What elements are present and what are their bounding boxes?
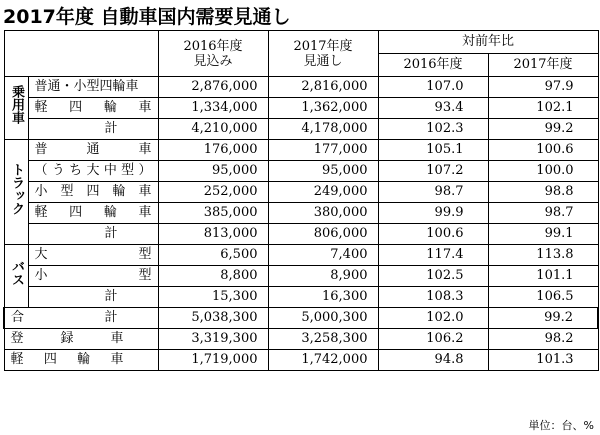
cell-2017: 177,000 [268,140,378,161]
row-label [4,308,158,329]
row-label: 軽四輪車 [4,350,158,371]
header-2016-estimate: 2016年度 見込み [158,31,268,77]
table-row [4,140,598,161]
cell-yoy-2016: 105.1 [378,140,488,161]
cell-2017: 380,000 [268,203,378,224]
row-label: 計 [28,224,158,245]
header-blank [4,31,158,77]
cell-yoy-2017: 97.9 [488,77,598,98]
table-row [4,245,598,266]
cell-yoy-2016: 107.2 [378,161,488,182]
cell-2016: 385,000 [158,203,268,224]
row-label: 普通車 [28,140,158,161]
cell-2017: 5,000,300 [268,308,378,329]
cell-yoy-2017: 102.1 [488,98,598,119]
header-yoy-2017: 2017年度 [488,54,598,77]
cell-yoy-2017: 113.8 [488,245,598,266]
cell-yoy-2016: 106.2 [378,329,488,350]
cell-2016: 95,000 [158,161,268,182]
cell-2016: 813,000 [158,224,268,245]
cell-2016: 15,300 [158,287,268,308]
row-label: 軽四輪車 [28,98,158,119]
cell-yoy-2016: 108.3 [378,287,488,308]
cell-yoy-2017: 98.2 [488,329,598,350]
cell-yoy-2017: 101.1 [488,266,598,287]
row-label: 小型 [28,266,158,287]
cell-yoy-2017: 98.8 [488,182,598,203]
cell-2017: 806,000 [268,224,378,245]
table-row [4,98,598,119]
table-row [4,182,598,203]
row-label: 登録車 [4,329,158,350]
cell-yoy-2017: 106.5 [488,287,598,308]
cell-2017: 4,178,000 [268,119,378,140]
cell-2017: 2,816,000 [268,77,378,98]
cell-2017: 8,900 [268,266,378,287]
row-label: 軽四輪車 [28,203,158,224]
table-row [4,119,598,140]
table-row [4,266,598,287]
total-label-b: 計 [104,310,118,325]
cell-2016: 252,000 [158,182,268,203]
cell-yoy-2017: 99.2 [488,308,598,329]
cell-2016: 3,319,300 [158,329,268,350]
cell-2016: 176,000 [158,140,268,161]
cell-2017: 7,400 [268,245,378,266]
row-label: （うち大中型） [28,161,158,182]
cell-yoy-2016: 94.8 [378,350,488,371]
row-label: 計 [28,119,158,140]
group-truck: トラック [4,140,28,245]
header-row-1 [4,31,598,54]
cell-yoy-2017: 99.1 [488,224,598,245]
table-row [4,224,598,245]
cell-2016: 5,038,300 [158,308,268,329]
page-title: 2017年度 自動車国内需要見通し [3,6,291,28]
unit-note: 単位：台、% [528,419,594,432]
cell-2016: 2,876,000 [158,77,268,98]
total-label-a: 合 [11,310,25,325]
table-row [4,329,598,350]
table-row [4,77,598,98]
cell-2016: 1,719,000 [158,350,268,371]
table-row [4,203,598,224]
header-2017-forecast: 2017年度 見通し [268,31,378,77]
cell-2017: 249,000 [268,182,378,203]
grand-total-row [4,308,598,329]
cell-yoy-2016: 99.9 [378,203,488,224]
demand-table [3,30,599,371]
cell-2017: 16,300 [268,287,378,308]
cell-2017: 3,258,300 [268,329,378,350]
row-label: 大型 [28,245,158,266]
row-label: 小型四輪車 [28,182,158,203]
cell-yoy-2016: 93.4 [378,98,488,119]
table-row [4,161,598,182]
cell-2016: 4,210,000 [158,119,268,140]
cell-yoy-2017: 100.0 [488,161,598,182]
header-yoy-2016: 2016年度 [378,54,488,77]
cell-2017: 95,000 [268,161,378,182]
cell-yoy-2016: 102.3 [378,119,488,140]
cell-2016: 8,800 [158,266,268,287]
cell-yoy-2017: 99.2 [488,119,598,140]
cell-yoy-2017: 98.7 [488,203,598,224]
cell-yoy-2016: 117.4 [378,245,488,266]
cell-2016: 6,500 [158,245,268,266]
cell-2017: 1,742,000 [268,350,378,371]
cell-2016: 1,334,000 [158,98,268,119]
row-label: 計 [28,287,158,308]
row-label: 普通・小型四輪車 [28,77,158,98]
table-row [4,287,598,308]
cell-yoy-2017: 101.3 [488,350,598,371]
table-row [4,350,598,371]
cell-yoy-2016: 100.6 [378,224,488,245]
cell-2017: 1,362,000 [268,98,378,119]
cell-yoy-2016: 98.7 [378,182,488,203]
header-yoy: 対前年比 [378,31,598,54]
cell-yoy-2016: 102.5 [378,266,488,287]
cell-yoy-2016: 102.0 [378,308,488,329]
cell-yoy-2017: 100.6 [488,140,598,161]
group-passenger: 乗用車 [4,77,28,140]
cell-yoy-2016: 107.0 [378,77,488,98]
group-bus: バス [4,245,28,308]
